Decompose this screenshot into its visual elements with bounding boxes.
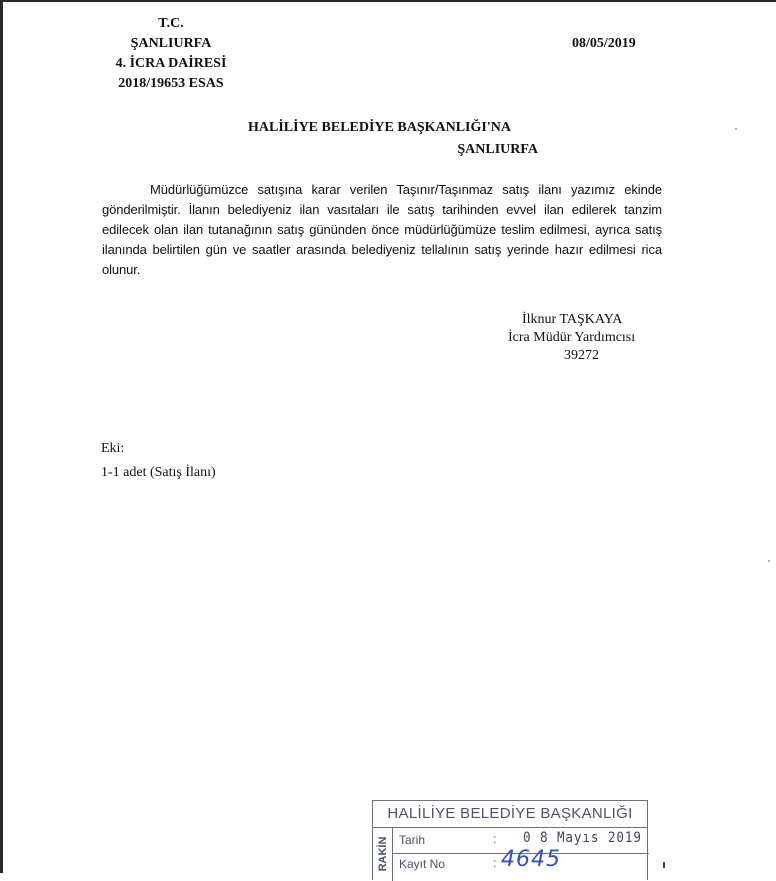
recipient-block	[248, 117, 538, 161]
header-line: ŞANLIURFA	[130, 36, 212, 51]
stamp-number-label: Kayıt No	[399, 857, 446, 871]
stamp-side-text: RAKİN	[376, 836, 389, 872]
stamp-colon: :	[493, 856, 497, 870]
attachment-item: 1-1 adet (Satış İlanı)	[101, 465, 216, 480]
stamp-colon: :	[493, 832, 497, 846]
stamp-date-label: Tarih	[399, 833, 426, 847]
case-number: 2018/19653 ESAS	[118, 76, 224, 91]
attachments-label: Eki:	[101, 441, 125, 456]
recipient-name: HALİLİYE BELEDİYE BAŞKANLIĞI'NA	[248, 120, 511, 135]
document-header	[96, 14, 246, 94]
signatory-name: İlknur TAŞKAYA	[522, 312, 623, 327]
signatory-number: 39272	[564, 348, 599, 363]
signatory-title: İcra Müdür Yardımcısı	[508, 330, 636, 345]
scan-edge	[0, 0, 3, 873]
stamp-date-value: 0 8 Mayıs 2019	[523, 830, 642, 846]
scan-artifact	[735, 128, 737, 130]
scan-artifact	[663, 862, 665, 868]
stamp-number-row	[393, 847, 649, 877]
document-date: 08/05/2019	[572, 36, 636, 51]
header-line: 4. İCRA DAİRESİ	[115, 56, 227, 71]
stamp-title: HALİLİYE BELEDİYE BAŞKANLIĞI	[373, 801, 647, 828]
scan-artifact	[768, 560, 770, 562]
stamp-number-value: 4645	[501, 847, 561, 872]
registry-stamp	[372, 800, 648, 880]
signature-block	[508, 311, 668, 365]
scan-edge	[0, 0, 776, 2]
attachments-block	[101, 437, 216, 485]
recipient-city: ŞANLIURFA	[457, 142, 538, 157]
header-line: T.C.	[158, 16, 184, 31]
letter-body: Müdürlüğümüzce satışına karar verilen Taşınır/Taşınmaz satış ilanı yazımız ekinde gönderilmiştir. İlanın belediyeniz ilan vasıtaları ile satış tarihinden evvel ilan edilerek tanzim edilecek olan ilan tutanağının satış gününden önce müdürlüğümüze teslim edilmesi, ayrıca satış ilanında belirtilen gün ve saatler arasında belediyeniz tellalının satış yerinde hazır edilmesi rica olunur.	[102, 182, 662, 277]
